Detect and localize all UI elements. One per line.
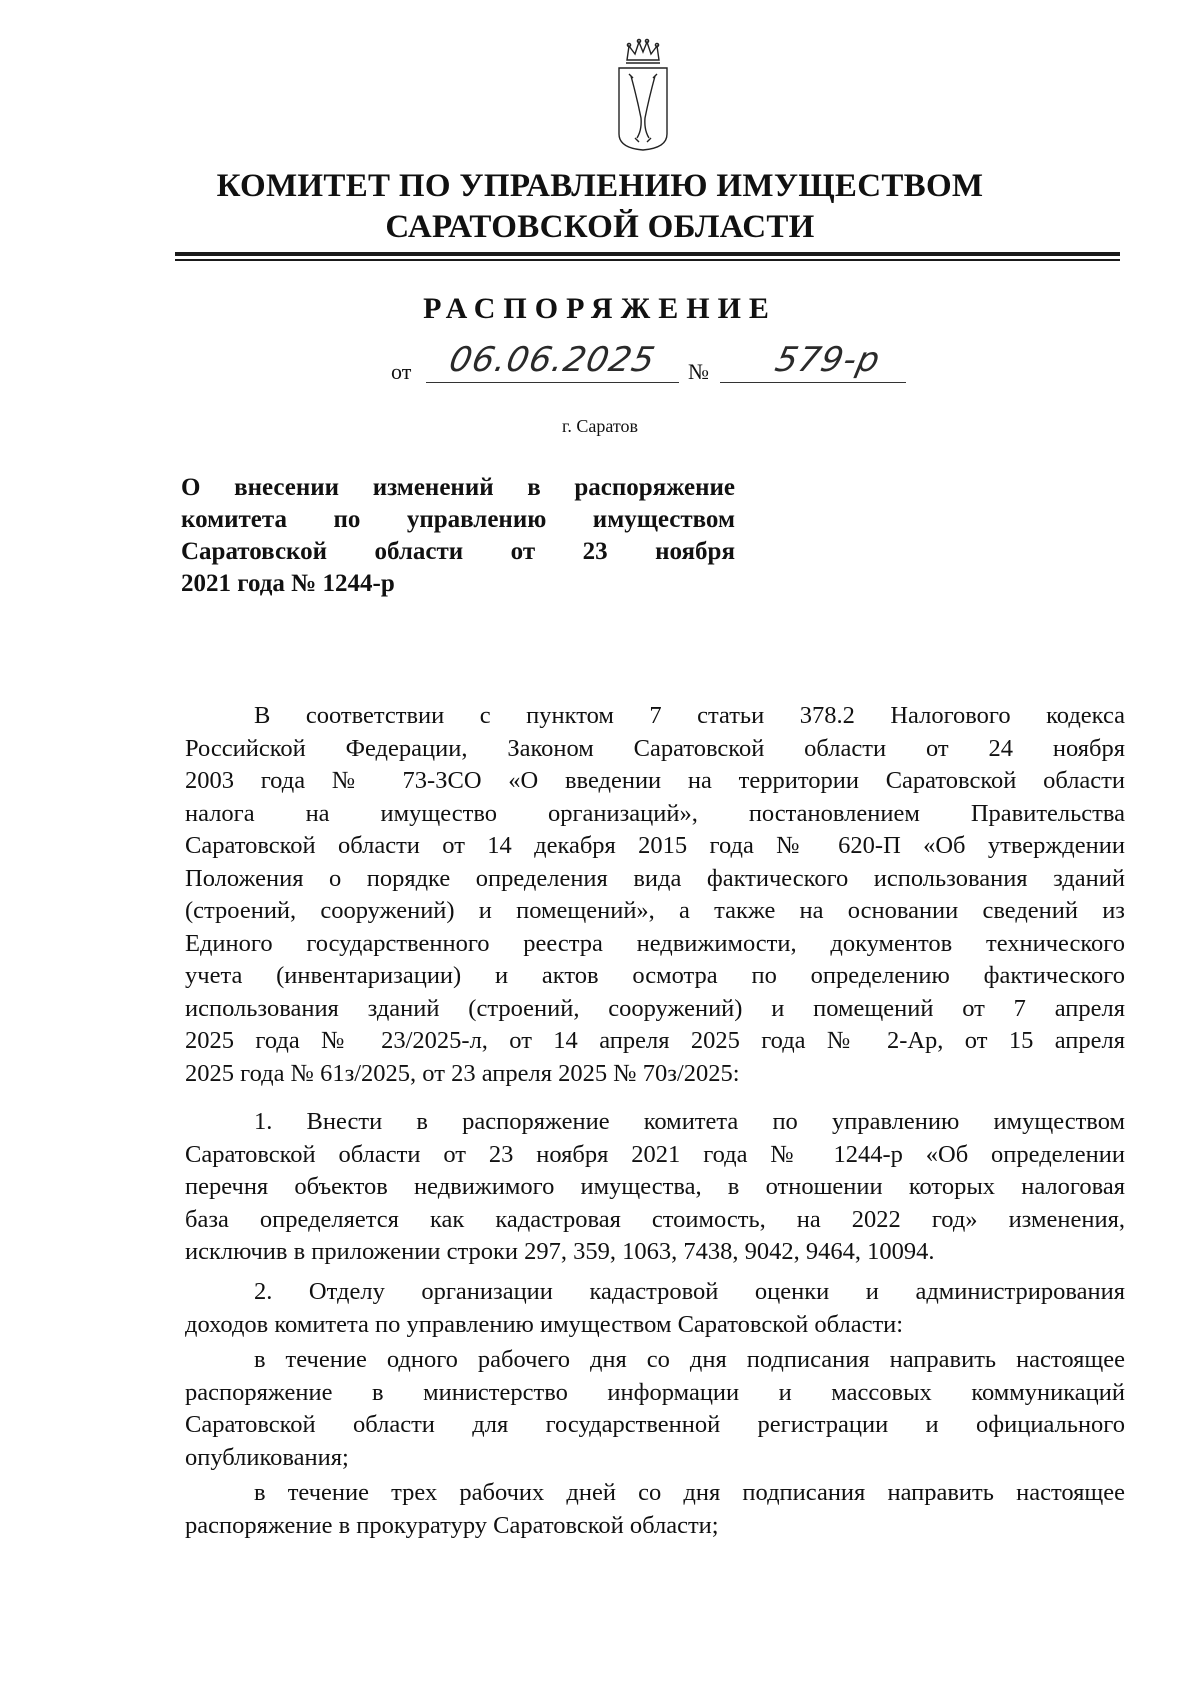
body-line: исключив в приложении строки 297, 359, 1063, 7438, 9042, 9464, 10094. (185, 1238, 935, 1265)
body-line: Саратовской области от 23 ноября 2021 года № 1244-р «Об определении (185, 1140, 1125, 1168)
organization-name-line2: САРАТОВСКОЙ ОБЛАСТИ (385, 209, 815, 245)
body-line: Саратовской области для государственной регистрации и официального (185, 1411, 1125, 1438)
body-line: В соответствии с пунктом 7 статьи 378.2 Налогового кодекса (254, 702, 1125, 729)
handwritten-number: 579-р (771, 340, 885, 380)
body-line: использования зданий (строений, сооружений) и помещений от 7 апреля (185, 994, 1125, 1022)
body-line: 2003 года № 73-ЗСО «О введении на территории Саратовской области (185, 767, 1125, 794)
subject-line: О внесении изменений в распоряжение (181, 474, 735, 501)
organization-name-line1: КОМИТЕТ ПО УПРАВЛЕНИЮ ИМУЩЕСТВОМ (216, 168, 984, 204)
body-line: Единого государственного реестра недвижимости, документов технического (185, 929, 1125, 957)
handwritten-date: 06.06.2025 (445, 340, 659, 380)
subject-line: 2021 года № 1244-р (181, 570, 395, 597)
body-line: Положения о порядке определения вида фактического использования зданий (185, 864, 1125, 892)
body-line: распоряжение в министерство информации и массовых коммуникаций (185, 1378, 1125, 1406)
body-line: Саратовской области от 14 декабря 2015 года № 620-П «Об утверждении (185, 832, 1125, 859)
body-line: (строений, сооружений) и помещений», а также на основании сведений из (185, 897, 1125, 924)
body-line: 2025 года № 23/2025-л, от 14 апреля 2025 года № 2-Ар, от 15 апреля (185, 1027, 1125, 1054)
date-underline (426, 382, 679, 383)
subject-line: комитета по управлению имуществом (181, 506, 735, 533)
body-line: в течение одного рабочего дня со дня подписания направить настоящее (254, 1346, 1125, 1373)
item-2-subparagraph-prosecutor (185, 1477, 1125, 1542)
body-line: 2025 года № 61з/2025, от 23 апреля 2025 № 70з/2025: (185, 1059, 740, 1087)
body-line: 2. Отделу организации кадастровой оценки и администрирования (254, 1278, 1125, 1305)
item-2-subparagraph-ministry (185, 1344, 1125, 1474)
document-subject (181, 472, 735, 600)
number-underline (720, 382, 906, 383)
document-type-heading: РАСПОРЯЖЕНИЕ (423, 292, 777, 325)
body-line: перечня объектов недвижимого имущества, в отношении которых налоговая (185, 1173, 1125, 1200)
subject-line: Саратовской области от 23 ноября (181, 538, 735, 565)
date-prefix: от (391, 359, 412, 384)
city-location: г. Саратов (562, 416, 638, 436)
item-1-paragraph (185, 1106, 1125, 1269)
item-2-paragraph (185, 1276, 1125, 1341)
header-divider-thin (175, 259, 1120, 261)
body-line: распоряжение в прокуратуру Саратовской области; (185, 1511, 719, 1539)
body-line: доходов комитета по управлению имуществом Саратовской области: (185, 1310, 904, 1338)
body-line: опубликования; (185, 1443, 349, 1471)
body-line: учета (инвентаризации) и актов осмотра по определению фактического (185, 962, 1125, 989)
body-line: Российской Федерации, Законом Саратовской области от 24 ноября (185, 734, 1125, 762)
body-line: в течение трех рабочих дней со дня подписания направить настоящее (254, 1479, 1125, 1506)
body-line: 1. Внести в распоряжение комитета по управлению имуществом (254, 1108, 1125, 1135)
number-prefix: № (688, 359, 709, 384)
saratov-oblast-coat-of-arms-icon (615, 38, 671, 154)
preamble-paragraph (185, 700, 1125, 1090)
body-line: налога на имущество организаций», постановлением Правительства (185, 799, 1125, 827)
body-line: база определяется как кадастровая стоимость, на 2022 год» изменения, (185, 1205, 1125, 1233)
header-divider-thick (175, 252, 1120, 256)
